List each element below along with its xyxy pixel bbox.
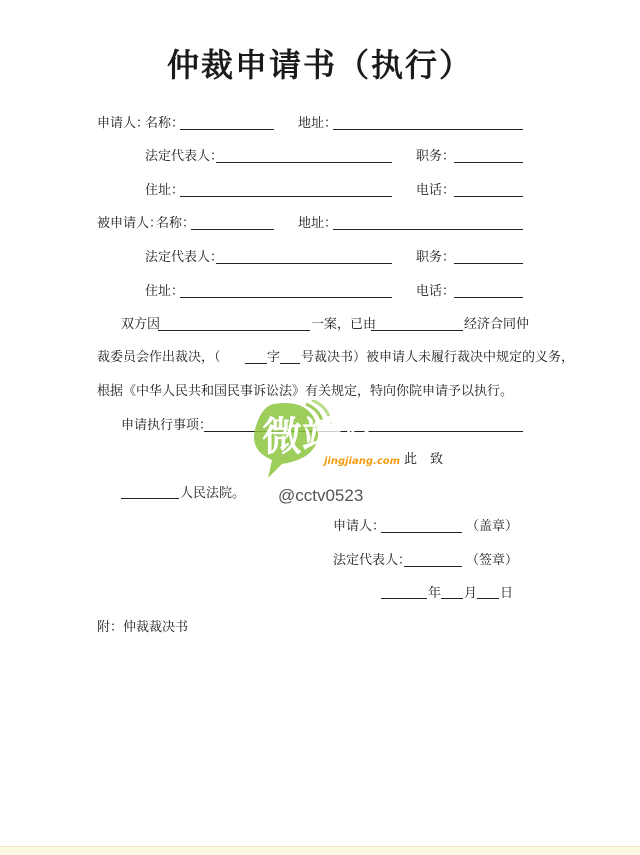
respondent-residence-label: 住址： bbox=[145, 284, 185, 299]
award-word-blank[interactable] bbox=[245, 363, 267, 364]
sign-applicant-label: 申请人： bbox=[333, 519, 386, 534]
attachment: 附：仲裁裁决书 bbox=[97, 620, 189, 635]
case-blank[interactable] bbox=[158, 330, 310, 331]
respondent-rep-label: 法定代表人： bbox=[145, 250, 224, 265]
applicant-residence-label: 住址： bbox=[145, 183, 185, 198]
para2-end: 号裁决书）被申请人未履行裁决中规定的义务， bbox=[301, 350, 575, 365]
award-number-blank[interactable] bbox=[280, 363, 300, 364]
watermark-logo-sub: jingjiang.com bbox=[324, 456, 401, 467]
watermark-handle: @cctv0523 bbox=[278, 486, 364, 505]
applicant-address-blank[interactable] bbox=[333, 129, 523, 130]
respondent-name-label: 名称： bbox=[156, 216, 196, 231]
commission-blank[interactable] bbox=[371, 330, 463, 331]
para3: 根据《中华人民共和国民事诉讼法》有关规定，特向你院申请予以执行。 bbox=[97, 384, 514, 399]
applicant-label: 申请人： bbox=[97, 116, 150, 131]
para2-start: 裁委员会作出裁决，（ bbox=[97, 350, 221, 365]
day-label: 日 bbox=[500, 586, 514, 601]
year-label: 年 bbox=[428, 586, 442, 601]
seal-label: （盖章） bbox=[466, 519, 519, 534]
respondent-address-label: 地址： bbox=[298, 216, 338, 231]
applicant-rep-label: 法定代表人： bbox=[145, 149, 224, 164]
respondent-label: 被申请人： bbox=[97, 216, 163, 231]
applicant-position-blank[interactable] bbox=[454, 162, 523, 163]
respondent-rep-blank[interactable] bbox=[216, 263, 392, 264]
page-title: 仲裁申请书（执行） bbox=[166, 46, 473, 84]
day-blank[interactable] bbox=[477, 598, 499, 599]
para1-mid: 一案，已由 bbox=[311, 317, 377, 332]
greeting: 此 致 bbox=[404, 452, 444, 467]
sign-applicant-blank[interactable] bbox=[381, 532, 462, 533]
sign-rep-blank[interactable] bbox=[404, 566, 462, 567]
items-label: 申请执行事项： bbox=[121, 418, 213, 433]
respondent-position-blank[interactable] bbox=[454, 263, 523, 264]
para1-start: 双方因 bbox=[121, 317, 161, 332]
watermark-logo bbox=[252, 400, 442, 480]
month-blank[interactable] bbox=[441, 598, 463, 599]
respondent-phone-blank[interactable] bbox=[454, 297, 523, 298]
court-blank[interactable] bbox=[121, 498, 179, 499]
month-label: 月 bbox=[464, 586, 478, 601]
watermark-logo-text: 微靖江 bbox=[262, 414, 382, 460]
respondent-name-blank[interactable] bbox=[191, 229, 274, 230]
applicant-phone-blank[interactable] bbox=[454, 196, 523, 197]
applicant-address-label: 地址： bbox=[298, 116, 338, 131]
signature-label: （签章） bbox=[466, 553, 519, 568]
para1-end: 经济合同仲 bbox=[464, 317, 530, 332]
respondent-phone-label: 电话： bbox=[416, 284, 456, 299]
applicant-residence-blank[interactable] bbox=[180, 196, 392, 197]
applicant-position-label: 职务： bbox=[416, 149, 456, 164]
respondent-address-blank[interactable] bbox=[333, 229, 523, 230]
sign-rep-label: 法定代表人： bbox=[333, 553, 412, 568]
applicant-phone-label: 电话： bbox=[416, 183, 456, 198]
applicant-name-blank[interactable] bbox=[180, 129, 274, 130]
para2-zi: 字 bbox=[267, 350, 281, 365]
respondent-residence-blank[interactable] bbox=[180, 297, 392, 298]
year-blank[interactable] bbox=[381, 598, 427, 599]
applicant-rep-blank[interactable] bbox=[216, 162, 392, 163]
respondent-position-label: 职务： bbox=[416, 250, 456, 265]
court-suffix: 人民法院。 bbox=[180, 486, 246, 501]
page-bottom-strip bbox=[0, 846, 640, 855]
applicant-name-label: 名称： bbox=[145, 116, 185, 131]
